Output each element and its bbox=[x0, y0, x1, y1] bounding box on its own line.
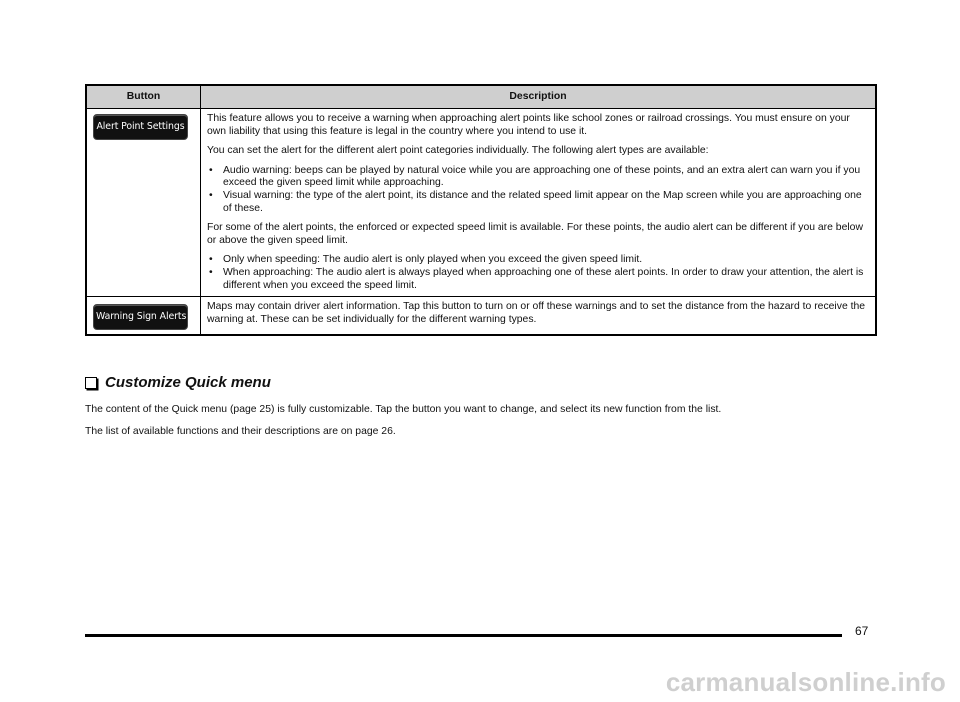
description-paragraph: For some of the alert points, the enforced or expected speed limit is available. For these points, the audio alert can be different if you are below or above the given speed limit. bbox=[207, 222, 863, 246]
description-paragraph: This feature allows you to receive a warning when approaching alert points like school zones or railroad crossings. You must ensure on your own liability that using this feature is legal in the country where you intend to use it. bbox=[207, 113, 850, 137]
feature-table bbox=[85, 84, 877, 336]
description-paragraph: Maps may contain driver alert information. Tap this button to turn on or off these warnings and to set the distance from the hazard to receive the warning at. These can be set individually for the different warning types. bbox=[207, 301, 866, 325]
section-paragraph: The content of the Quick menu (page 25) is fully customizable. Tap the button you want to change, and select its new function from the list. bbox=[85, 404, 722, 415]
list-item-text: Visual warning: the type of the alert point, its distance and the related speed limit appear on the Map screen while you are approaching one of these. bbox=[223, 189, 862, 214]
page-number: 67 bbox=[855, 624, 869, 638]
bullet-icon: • bbox=[209, 254, 213, 266]
section-paragraph: The list of available functions and their descriptions are on page 26. bbox=[85, 426, 396, 437]
bullet-icon: • bbox=[209, 189, 213, 201]
bullet-icon: • bbox=[209, 164, 213, 176]
footer-rule bbox=[85, 634, 842, 637]
header-description: Description bbox=[201, 85, 877, 109]
description-cell bbox=[201, 297, 877, 336]
list-item-text: When approaching: The audio alert is always played when approaching one of these alert points. In order to draw your attention, the alert is different when you exceed the speed limit. bbox=[223, 266, 864, 291]
alert-point-settings-button[interactable]: Alert Point Settings bbox=[93, 114, 188, 140]
header-button: Button bbox=[86, 85, 201, 109]
warning-sign-alerts-button[interactable]: Warning Sign Alerts bbox=[93, 304, 188, 330]
table-row bbox=[86, 109, 876, 297]
table-row bbox=[86, 297, 876, 336]
list-item bbox=[207, 267, 870, 292]
list-item bbox=[207, 165, 870, 190]
button-cell bbox=[86, 109, 201, 297]
bullet-icon: • bbox=[209, 266, 213, 278]
table-header-row bbox=[86, 85, 876, 109]
button-cell bbox=[86, 297, 201, 336]
section-heading-text: Customize Quick menu bbox=[105, 374, 271, 391]
description-cell bbox=[201, 109, 877, 297]
checkbox-icon bbox=[85, 377, 97, 389]
section-heading bbox=[85, 374, 271, 391]
list-item-text: Only when speeding: The audio alert is only played when you exceed the given speed limit. bbox=[223, 254, 643, 266]
watermark: carmanualsonline.info bbox=[665, 667, 946, 697]
alert-types-list bbox=[207, 165, 870, 215]
list-item bbox=[207, 254, 870, 267]
list-item bbox=[207, 190, 870, 215]
description-paragraph: You can set the alert for the different alert point categories individually. The following alert types are available: bbox=[207, 145, 709, 157]
list-item-text: Audio warning: beeps can be played by natural voice while you are approaching one of these points, and an extra alert can warn you if you exceed the given speed limit while approaching. bbox=[223, 164, 861, 189]
speed-alert-list bbox=[207, 254, 870, 292]
